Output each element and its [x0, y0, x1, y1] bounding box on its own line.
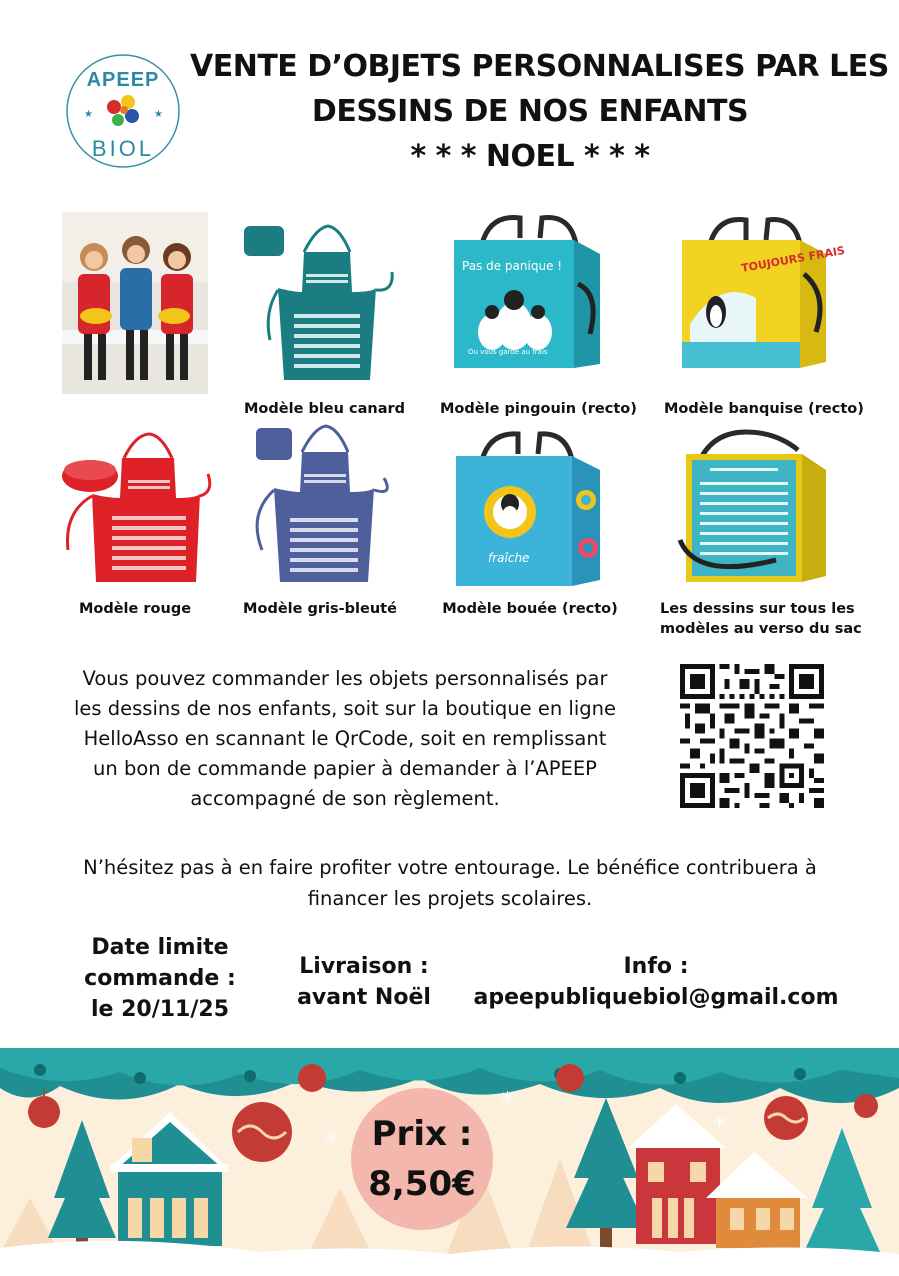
svg-text:Ou vous garde au frais: Ou vous garde au frais	[468, 348, 548, 356]
order-line-1: Vous pouvez commander les objets personnalisés par	[82, 667, 608, 690]
title-line-3: * * * NOEL * * *	[410, 139, 650, 174]
caption-grey-blue: Modèle gris-bleuté	[243, 601, 397, 617]
svg-text:★: ★	[154, 109, 163, 120]
caption-red: Modèle rouge	[78, 601, 192, 617]
order-deadline	[70, 932, 250, 1025]
apeep-biol-logo	[64, 52, 182, 170]
order-line-3: HelloAsso en scannant le QrCode, soit en remplissant	[83, 727, 607, 750]
caption-verso	[660, 599, 862, 639]
share-text	[40, 852, 860, 914]
caption-verso-line-1: Les dessins sur tous les	[660, 601, 855, 617]
title-line-2: DESSINS DE NOS ENFANTS	[311, 94, 749, 129]
bag-verso-image	[676, 430, 832, 586]
price-value: 8,50€	[368, 1164, 476, 1204]
caption-iceberg: Modèle banquise (recto)	[664, 401, 864, 417]
logo-bottom-text: BIOL	[91, 136, 155, 161]
bag-iceberg-image	[680, 214, 846, 372]
caption-teal: Modèle bleu canard	[244, 401, 406, 417]
contact-info	[470, 951, 842, 1013]
order-instructions	[60, 664, 630, 814]
logo-top-text: APEEP	[86, 69, 160, 91]
helloasso-qr-code[interactable]	[680, 664, 824, 808]
apron-red-image	[58, 432, 214, 588]
title-line-1: VENTE D’OBJETS PERSONNALISES PAR LES	[190, 49, 889, 84]
apron-grey-blue-image	[244, 422, 394, 586]
price-label: Prix :	[371, 1114, 473, 1154]
bag-buoy-text: fraîche	[488, 551, 530, 565]
delivery-line-2: avant Noël	[297, 985, 431, 1010]
caption-verso-line-2: modèles au verso du sac	[660, 621, 862, 637]
share-line-1: N’hésitez pas à en faire profiter votre entourage. Le bénéfice contribuera à	[83, 856, 817, 879]
contact-label: Info :	[623, 954, 689, 979]
bag-penguin-image	[450, 214, 606, 374]
apron-teal-image	[244, 222, 396, 382]
bag-penguin-text: Pas de panique !	[462, 259, 563, 273]
price-badge	[351, 1088, 493, 1230]
svg-text:✳: ✳	[500, 1088, 516, 1109]
caption-buoy: Modèle bouée (recto)	[442, 601, 618, 617]
contact-email[interactable]: apeepubliquebiol@gmail.com	[473, 985, 839, 1010]
bag-iceberg-text: TOUJOURS FRAIS	[740, 243, 846, 275]
page-title	[190, 44, 889, 179]
svg-text:✳: ✳	[324, 1128, 340, 1149]
caption-penguin: Modèle pingouin (recto)	[440, 401, 637, 417]
order-line-5: accompagné de son règlement.	[190, 787, 500, 810]
delivery-line-1: Livraison :	[299, 954, 429, 979]
bag-buoy-image	[452, 430, 604, 590]
svg-text:✳: ✳	[712, 1112, 728, 1133]
order-line-4: un bon de commande papier à demander à l’APEEP	[93, 757, 597, 780]
delivery-info	[274, 951, 454, 1013]
deadline-line-2: commande :	[84, 966, 236, 991]
children-aprons-photo	[62, 212, 208, 394]
deadline-line-3: le 20/11/25	[90, 997, 230, 1022]
order-line-2: les dessins de nos enfants, soit sur la boutique en ligne	[74, 697, 616, 720]
deadline-line-1: Date limite	[91, 935, 229, 960]
svg-text:★: ★	[84, 109, 93, 120]
share-line-2: financer les projets scolaires.	[307, 887, 593, 910]
